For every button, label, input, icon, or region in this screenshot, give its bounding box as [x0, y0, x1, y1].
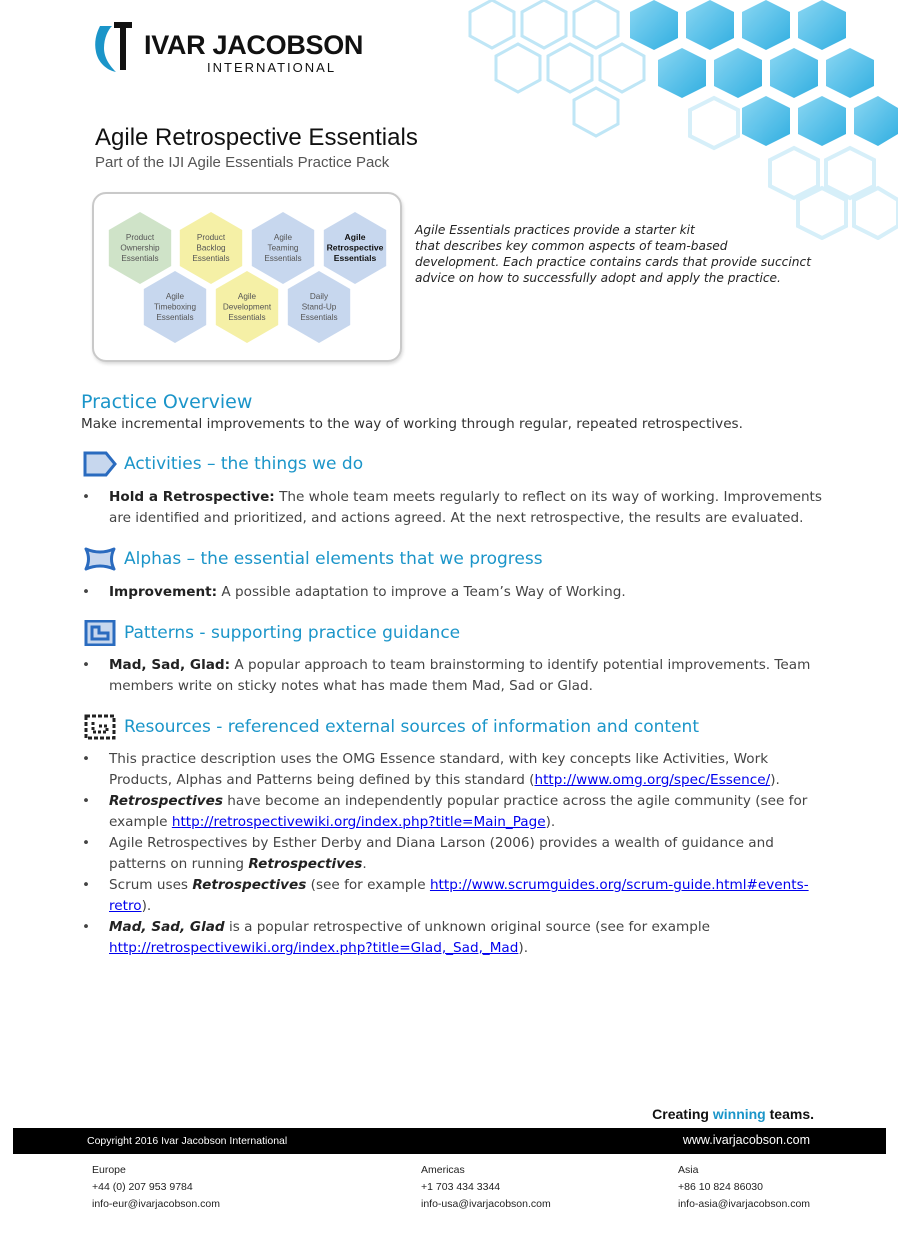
activity-icon — [82, 451, 118, 477]
resources-heading-text: Resources - referenced external sources of information and content — [124, 717, 699, 737]
website-link[interactable]: www.ivarjacobson.com — [682, 1133, 810, 1147]
contact-phone: +86 10 824 86030 — [678, 1181, 763, 1193]
list-item: • Mad, Sad, Glad is a popular retrospective of unknown original source (see for example http://retrospectivewiki.org/index.php?title=Glad,_Sad,_Mad). — [82, 917, 822, 959]
hexagon-label: Product — [196, 233, 226, 242]
hexagon-label: Backlog — [196, 243, 226, 253]
brand-subtitle: INTERNATIONAL — [207, 60, 337, 75]
list-item: • Scrum uses Retrospectives (see for example http://www.scrumguides.org/scrum-guide.html#events- retro). — [82, 875, 822, 917]
alphas-heading — [82, 546, 543, 572]
contact-email[interactable]: info-eur@ivarjacobson.com — [92, 1198, 220, 1210]
alpha-icon — [82, 546, 118, 572]
brand-name: IVAR JACOBSON — [144, 30, 364, 60]
contact-region: Asia — [678, 1164, 699, 1176]
retrospectivewiki-glad-sad-mad-link[interactable]: http://retrospectivewiki.org/index.php?title=Glad,_Sad,_Mad — [109, 940, 519, 956]
hexagon-label: Agile — [344, 232, 366, 242]
contact-asia — [678, 1162, 810, 1213]
practice-hexagon — [109, 212, 171, 284]
tagline: Creating winning teams. — [652, 1106, 814, 1122]
practice-hexagon — [180, 212, 242, 284]
hexagon-label: Essentials — [192, 254, 230, 263]
contact-phone: +1 703 434 3344 — [421, 1181, 501, 1193]
page-title: Agile Retrospective Essentials — [95, 124, 418, 151]
resources-list — [82, 749, 822, 959]
hexagon-label: Essentials — [121, 254, 159, 263]
practice-hexagon — [288, 271, 350, 343]
contact-phone: +44 (0) 207 953 9784 — [92, 1181, 193, 1193]
hexagon-label: Development — [222, 302, 272, 312]
hexagon-label: Timeboxing — [153, 302, 197, 312]
hexagon-label: Product — [125, 233, 155, 242]
company-logo-icon — [92, 20, 136, 76]
hexagon-label: Essentials — [300, 313, 338, 322]
hexagon-label: Agile — [165, 292, 185, 301]
intro-text — [415, 222, 815, 286]
hexagon-label: Retrospective — [326, 242, 384, 253]
copyright-text: Copyright 2016 Ivar Jacobson International — [87, 1135, 288, 1147]
contact-region: Europe — [92, 1164, 126, 1176]
patterns-heading — [82, 620, 460, 646]
overview-text: Make incremental improvements to the way of working through regular, repeated retrospectives. — [81, 416, 743, 432]
activities-heading-text: Activities – the things we do — [124, 454, 364, 474]
hexagon-label: Daily — [309, 292, 329, 301]
alphas-list — [82, 582, 822, 603]
hexagon-label: Agile — [237, 292, 257, 301]
hexagon-label: Agile — [273, 233, 293, 242]
contact-americas — [421, 1162, 551, 1213]
practice-hexagon — [216, 271, 278, 343]
contact-email[interactable]: info-asia@ivarjacobson.com — [678, 1198, 811, 1210]
intro-line: advice on how to successfully adopt and apply the practice. — [415, 271, 781, 285]
practice-hexagon — [144, 271, 206, 343]
list-item: • Improvement: A possible adaptation to improve a Team’s Way of Working. — [82, 582, 822, 603]
list-item: • Mad, Sad, Glad: A popular approach to team brainstorming to identify potential improvements. Team members write on sticky notes what has made them Mad, Sad or Glad. — [82, 655, 822, 697]
practice-hexagon — [324, 212, 386, 284]
resource-icon — [82, 714, 118, 740]
hexagon-label: Essentials — [228, 313, 266, 322]
hexagon-label: Stand-Up — [301, 302, 337, 312]
list-item: • This practice description uses the OMG Essence standard, with key concepts like Activities, Work Products, Alphas and Patterns being defined by this standard (http://www.omg.org/spec/Essence/). — [82, 749, 822, 791]
scrum-guide-link[interactable]: http://www.scrumguides.org/scrum-guide.html#events- retro — [109, 877, 809, 914]
retrospectivewiki-main-link[interactable]: http://retrospectivewiki.org/index.php?title=Main_Page — [171, 814, 546, 830]
omg-essence-link[interactable]: http://www.omg.org/spec/Essence/ — [534, 772, 771, 788]
patterns-list — [82, 655, 822, 697]
hexagon-label: Essentials — [264, 254, 302, 263]
list-item: • Retrospectives have become an independently popular practice across the agile community (see for example http://retrospectivewiki.org/index.php?title=Main_Page). — [82, 791, 822, 833]
contact-region: Americas — [421, 1164, 465, 1176]
hexagon-decoration-icon — [430, 0, 898, 240]
hexagon-label: Essentials — [156, 313, 194, 322]
intro-line: Agile Essentials practices provide a starter kit — [415, 223, 695, 237]
hexagon-label: Ownership — [120, 243, 160, 253]
alphas-heading-text: Alphas – the essential elements that we progress — [124, 549, 543, 569]
activities-list — [82, 487, 822, 529]
page-subtitle: Part of the IJI Agile Essentials Practice Pack — [95, 154, 390, 171]
contact-email[interactable]: info-usa@ivarjacobson.com — [421, 1198, 551, 1210]
intro-line: development. Each practice contains cards that provide succinct — [415, 255, 811, 269]
resources-heading — [82, 714, 699, 740]
contact-europe — [92, 1162, 220, 1213]
list-item: • Agile Retrospectives by Esther Derby and Diana Larson (2006) provides a wealth of guidance and patterns on running Retrospectives. — [82, 833, 822, 875]
list-item: • Hold a Retrospective: The whole team meets regularly to reflect on its way of working. Improvements are identified and prioritized, and actions agreed. At the next retrospective, the results are evaluated. — [82, 487, 822, 529]
pattern-icon — [82, 620, 118, 646]
overview-heading: Practice Overview — [81, 391, 253, 413]
practice-pack-diagram — [92, 192, 402, 362]
intro-line: that describes key common aspects of team-based — [415, 239, 728, 253]
practice-hexagon — [252, 212, 314, 284]
patterns-heading-text: Patterns - supporting practice guidance — [124, 623, 461, 643]
hexagon-label: Teaming — [267, 243, 299, 253]
hexagon-label: Essentials — [333, 253, 377, 263]
activities-heading — [82, 451, 363, 477]
